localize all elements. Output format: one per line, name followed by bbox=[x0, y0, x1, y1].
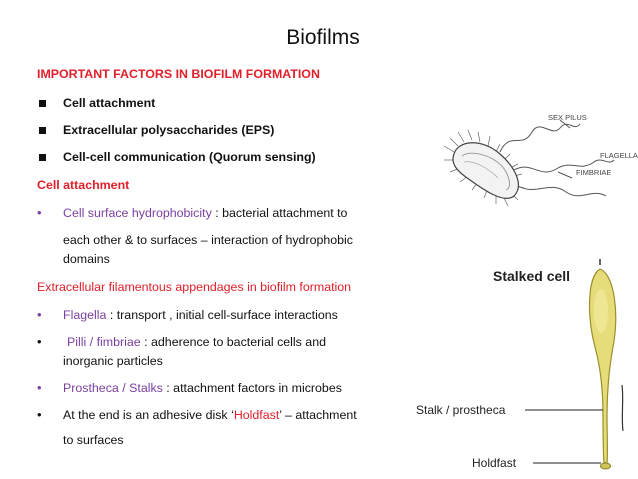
factors-heading: IMPORTANT FACTORS IN BIOFILM FORMATION bbox=[37, 67, 320, 81]
term-post: ’ – attachment bbox=[279, 408, 357, 422]
stalked-cell-title: Stalked cell bbox=[493, 268, 571, 284]
square-bullet-icon bbox=[39, 127, 46, 134]
bullet-line bbox=[67, 335, 326, 349]
term: Prostheca / Stalks bbox=[63, 381, 163, 395]
slide-title: Biofilms bbox=[286, 26, 360, 49]
flagella-label: FLAGELLA bbox=[600, 151, 638, 160]
holdfast-label: Holdfast bbox=[472, 456, 517, 470]
holdfast-disk bbox=[601, 463, 611, 469]
bullet-icon: • bbox=[37, 407, 42, 422]
section-heading: Extracellular filamentous appendages in biofilm formation bbox=[37, 280, 352, 294]
bullet-line bbox=[63, 206, 347, 220]
term: Flagella bbox=[63, 308, 107, 322]
bullet-line bbox=[63, 381, 342, 395]
square-bullet-icon bbox=[39, 100, 46, 107]
bullet-icon: • bbox=[37, 334, 42, 349]
bullet-line-cont: to surfaces bbox=[63, 433, 124, 447]
term-desc: : adherence to bacterial cells and bbox=[140, 335, 326, 349]
bullet-line bbox=[63, 308, 338, 322]
sex-pilus-label: SEX PILUS bbox=[548, 113, 587, 122]
bullet-icon: • bbox=[37, 380, 42, 395]
cell-highlight bbox=[594, 289, 608, 333]
bullet-line bbox=[63, 408, 357, 422]
factor-item: Cell attachment bbox=[63, 96, 156, 110]
factor-item: Extracellular polysaccharides (EPS) bbox=[63, 123, 275, 137]
bullet-icon: • bbox=[37, 307, 42, 322]
stalked-cell-figure bbox=[415, 255, 638, 479]
bullet-line-cont: domains bbox=[63, 252, 110, 266]
stalk-indicator bbox=[622, 385, 623, 431]
bacterium-cell bbox=[444, 130, 524, 206]
factor-item: Cell-cell communication (Quorum sensing) bbox=[63, 150, 316, 164]
term: Holdfast bbox=[233, 408, 280, 422]
term: Pilli / fimbriae bbox=[67, 335, 141, 349]
square-bullet-icon bbox=[39, 154, 46, 161]
bullet-icon: • bbox=[37, 205, 42, 220]
section-heading: Cell attachment bbox=[37, 178, 130, 192]
fimbriae-label: FIMBRIAE bbox=[576, 168, 612, 177]
term-desc: : bacterial attachment to bbox=[211, 206, 348, 220]
bullet-line-cont: each other & to surfaces – interaction of hydrophobic bbox=[63, 233, 353, 247]
bacterium-figure bbox=[440, 110, 638, 220]
term-pre: At the end is an adhesive disk ‘ bbox=[63, 408, 234, 422]
term: Cell surface hydrophobicity bbox=[63, 206, 212, 220]
bullet-line-cont: inorganic particles bbox=[63, 354, 163, 368]
term-desc: : attachment factors in microbes bbox=[162, 381, 342, 395]
stalk-label: Stalk / prostheca bbox=[416, 403, 506, 417]
term-desc: : transport , initial cell-surface interactions bbox=[106, 308, 338, 322]
